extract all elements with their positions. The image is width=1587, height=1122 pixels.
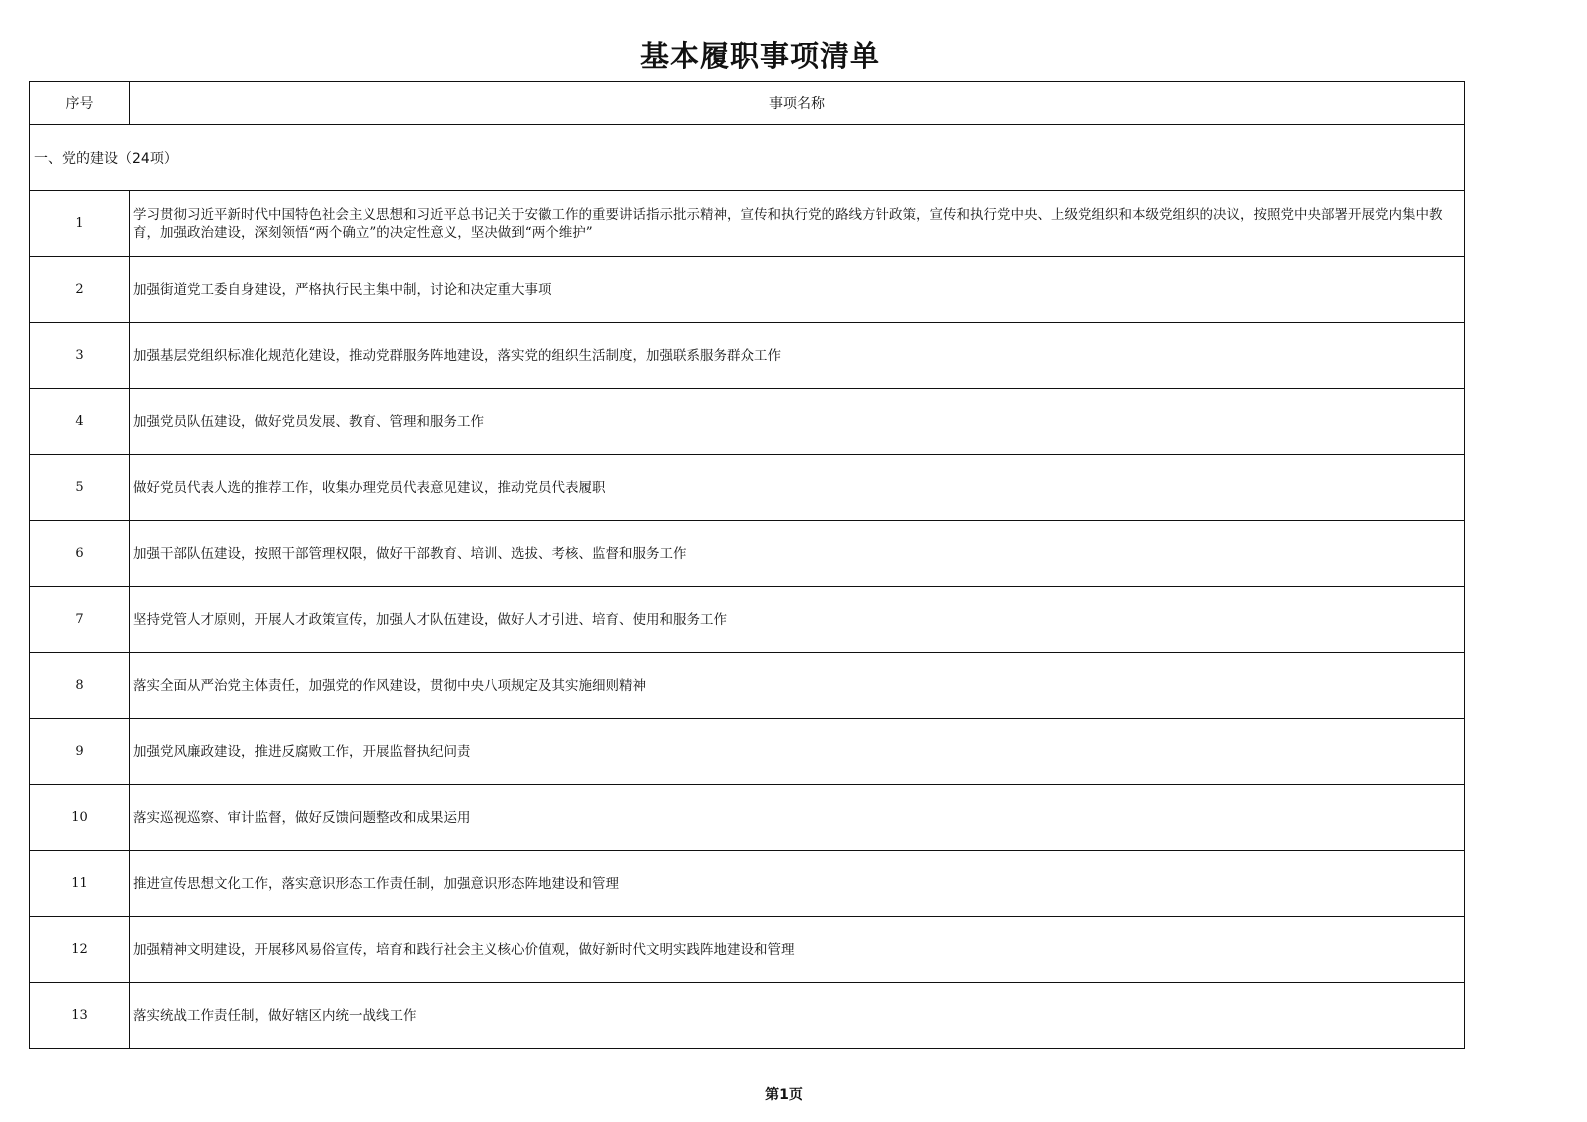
row-item-name: 加强干部队伍建设，按照干部管理权限，做好干部教育、培训、选拔、考核、监督和服务工作: [130, 521, 1465, 587]
row-item-name: 落实全面从严治党主体责任，加强党的作风建设，贯彻中央八项规定及其实施细则精神: [130, 653, 1465, 719]
row-number: 5: [30, 455, 130, 521]
table-row: [30, 719, 1465, 785]
row-number: 2: [30, 257, 130, 323]
row-item-name: 落实巡视巡察、审计监督，做好反馈问题整改和成果运用: [130, 785, 1465, 851]
table-row: [30, 389, 1465, 455]
table-row: [30, 653, 1465, 719]
table-header-row: [30, 82, 1465, 125]
row-item-name: 落实统战工作责任制，做好辖区内统一战线工作: [130, 983, 1465, 1049]
row-item-name: 加强街道党工委自身建设，严格执行民主集中制，讨论和决定重大事项: [130, 257, 1465, 323]
table-row: [30, 521, 1465, 587]
table-row: [30, 983, 1465, 1049]
duty-table: [29, 81, 1465, 1049]
row-item-name: 加强基层党组织标准化规范化建设，推动党群服务阵地建设，落实党的组织生活制度，加强联系服务群众工作: [130, 323, 1465, 389]
row-number: 8: [30, 653, 130, 719]
header-no: 序号: [30, 82, 130, 125]
section-row: [30, 125, 1465, 191]
section-title: 一、党的建设（24项）: [30, 125, 1465, 191]
row-item-name: 推进宣传思想文化工作，落实意识形态工作责任制，加强意识形态阵地建设和管理: [130, 851, 1465, 917]
table-row: [30, 917, 1465, 983]
row-item-name: 加强党员队伍建设，做好党员发展、教育、管理和服务工作: [130, 389, 1465, 455]
row-number: 9: [30, 719, 130, 785]
row-number: 13: [30, 983, 130, 1049]
row-item-name: 做好党员代表人选的推荐工作，收集办理党员代表意见建议，推动党员代表履职: [130, 455, 1465, 521]
row-number: 7: [30, 587, 130, 653]
row-item-name: 加强党风廉政建设，推进反腐败工作，开展监督执纪问责: [130, 719, 1465, 785]
page-number: 第1页: [765, 1087, 803, 1103]
row-number: 1: [30, 191, 130, 257]
table-row: [30, 851, 1465, 917]
row-number: 10: [30, 785, 130, 851]
row-number: 4: [30, 389, 130, 455]
table-row: [30, 257, 1465, 323]
row-number: 6: [30, 521, 130, 587]
row-number: 3: [30, 323, 130, 389]
table-row: [30, 455, 1465, 521]
table-row: [30, 587, 1465, 653]
page-title: 基本履职事项清单: [639, 39, 880, 73]
row-number: 12: [30, 917, 130, 983]
row-number: 11: [30, 851, 130, 917]
row-item-name: 坚持党管人才原则，开展人才政策宣传，加强人才队伍建设，做好人才引进、培育、使用和服务工作: [130, 587, 1465, 653]
header-name: 事项名称: [130, 82, 1465, 125]
table-row: [30, 785, 1465, 851]
row-item-name: 加强精神文明建设，开展移风易俗宣传，培育和践行社会主义核心价值观，做好新时代文明实践阵地建设和管理: [130, 917, 1465, 983]
table-row: [30, 323, 1465, 389]
row-item-name: 学习贯彻习近平新时代中国特色社会主义思想和习近平总书记关于安徽工作的重要讲话指示批示精神，宣传和执行党的路线方针政策，宣传和执行党中央、上级党组织和本级党组织的决议，按照党中央部署开展党内集中教育，加强政治建设，深刻领悟“两个确立”的决定性意义，坚决做到“两个维护”: [130, 191, 1465, 257]
table-row: [30, 191, 1465, 257]
